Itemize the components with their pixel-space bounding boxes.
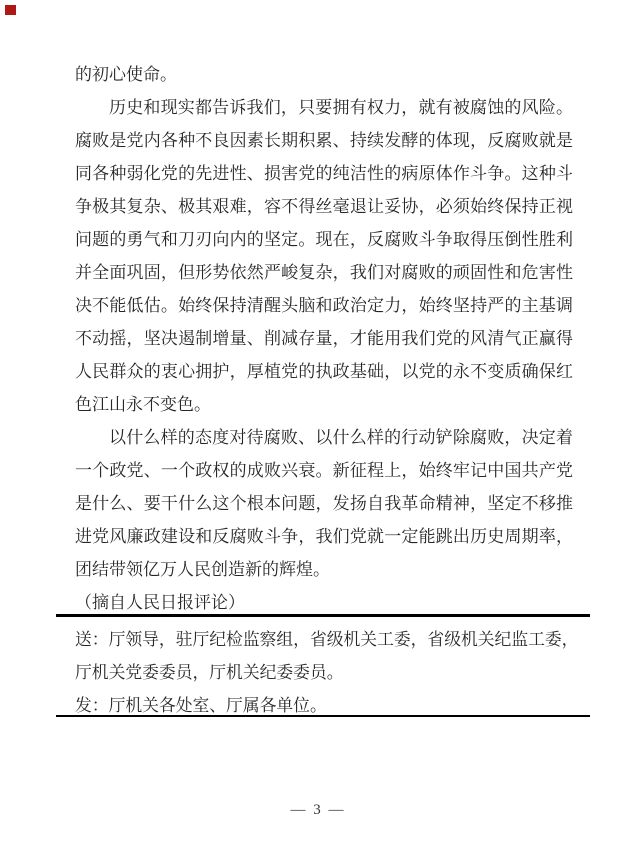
distribution-song-line: 送：厅领导，驻厅纪检监察组，省级机关工委，省级机关纪监工委， [75,630,579,649]
body-paragraph: 历史和现实都告诉我们，只要拥有权力，就有被腐蚀的风险。腐败是党内各种不良因素长期积累、持续发酵的体现，反腐败就是同各种弱化党的先进性、损害党的纯洁性的病原体作斗争。这种斗争极其复杂、极其艰难，容不得丝毫退让妥协，必须始终保持正视问题的勇气和刀刃向内的坚定。现在，反腐败斗争取得压倒性胜利并全面巩固，但形势依然严峻复杂，我们对腐败的顽固性和危害性决不能低估。始终保持清醒头脑和政治定力，始终坚持严的主基调不动摇，坚决遏制增量、削减存量，才能用我们党的风清气正赢得人民群众的衷心拥护，厚植党的执政基础，以党的永不变质确保红色江山永不变色。 [75,98,573,414]
distribution-fa-line: 发：厅机关各处室、厅属各单位。 [75,696,327,715]
source-attribution: （摘自人民日报评论） [75,593,245,612]
separator-rule-bottom [56,715,590,717]
body-paragraph: 以什么样的态度对待腐败、以什么样的行动铲除腐败，决定着一个政党、一个政权的成败兴衰。新征程上，始终牢记中国共产党是什么、要干什么这个根本问题，发扬自我革命精神，坚定不移推进党风廉政建设和反腐败斗争，我们党就一定能跳出历史周期率，团结带领亿万人民创造新的辉煌。 [75,428,573,579]
separator-rule-top [56,614,590,617]
red-corner-marker [5,5,16,15]
page-number: — 3 — [290,802,346,818]
distribution-song-line-continued: 厅机关党委委员，厅机关纪委委员。 [75,663,344,682]
body-paragraph-continued: 的初心使命。 [75,65,177,84]
document-body [75,58,573,619]
distribution-list [75,623,595,722]
